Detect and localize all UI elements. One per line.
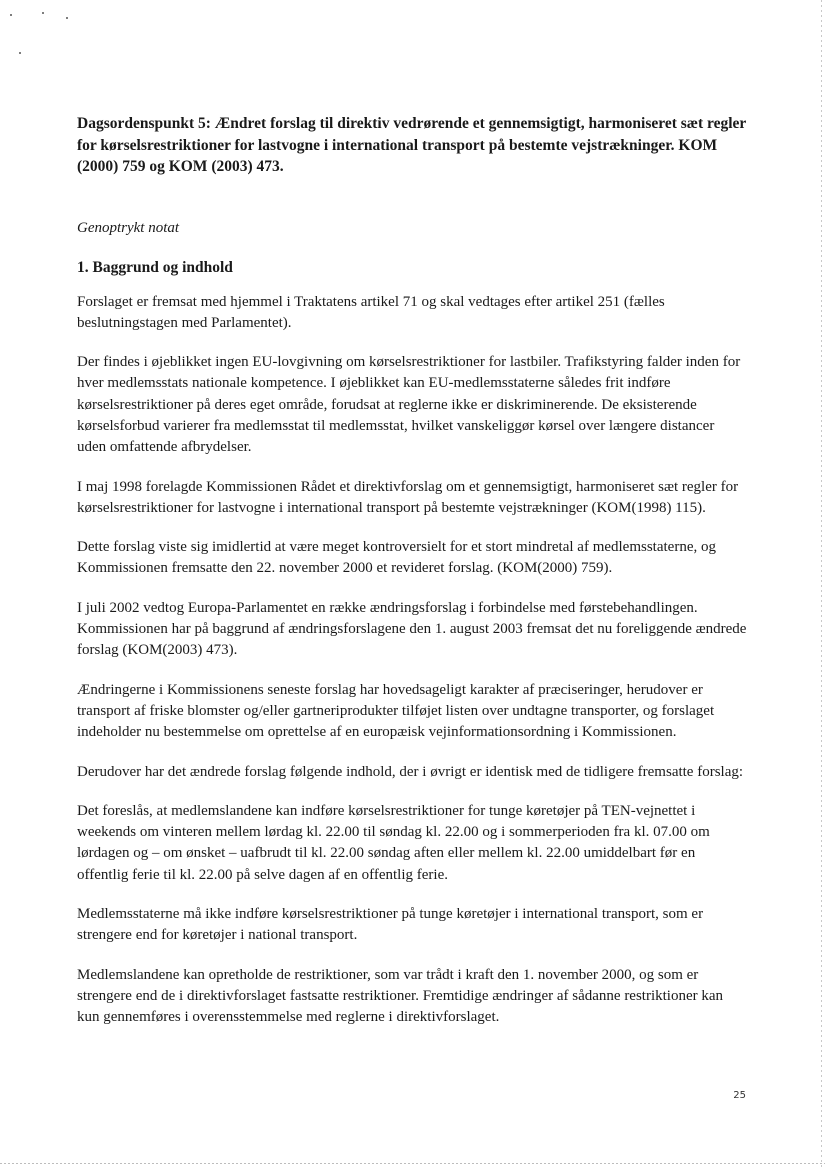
paragraph: Dette forslag viste sig imidlertid at være meget kontroversielt for et stort mindretal af medlemsstaterne, og Kommissionen fremsatte den 22. november 2000 et revideret forslag. (KOM(2000) 759). xyxy=(77,539,716,577)
scan-speck xyxy=(66,17,68,19)
page-number: 25 xyxy=(733,1090,746,1101)
paragraph: I maj 1998 forelagde Kommissionen Rådet et direktivforslag om et gennemsigtigt, harmoniseret sæt regler for kørselsrestriktioner for lastvogne i international transport på bestemte vejstrækninger (KOM(1998) 115). xyxy=(77,478,739,516)
paragraph: Medlemsstaterne må ikke indføre kørselsrestriktioner på tunge køretøjer i international transport, som er strengere end for køretøjer i national transport. xyxy=(77,906,704,944)
scan-speck xyxy=(42,12,44,14)
document-subtitle: Genoptrykt notat xyxy=(77,219,180,236)
scan-speck xyxy=(10,14,12,16)
document-title: Dagsordenspunkt 5: Ændret forslag til direktiv vedrørende et gennemsigtigt, harmoniseret sæt regler for kørselsrestriktioner for lastvogne i international transport på bestemte vejstrækninger. KOM (2000) 759 og KOM (2003) 473. xyxy=(77,115,747,175)
paragraph: I juli 2002 vedtog Europa-Parlamentet en række ændringsforslag i forbindelse med førstebehandlingen. Kommissionen har på baggrund af ændringsforslagene den 1. august 2003 fremsat det nu foreliggende ændrede forslag (KOM(2003) 473). xyxy=(77,599,747,659)
paragraph: Medlemslandene kan opretholde de restriktioner, som var trådt i kraft den 1. november 2000, og som er strengere end de i direktivforslaget fastsatte restriktioner. Fremtidige ændringer af sådanne restriktioner kan kun gennemføres i overensstemmelse med reglerne i direktivforslaget. xyxy=(77,966,724,1026)
document-body xyxy=(77,113,747,1029)
scan-edge-right xyxy=(821,0,822,1167)
paragraph: Ændringerne i Kommissionens seneste forslag har hovedsageligt karakter af præciseringer, herudover er transport af friske blomster og/eller gartneriprodukter tilføjet listen over undtagne transporter, og forslaget indeholder nu bestemmelse om oprettelse af en europæisk vejinformationsordning i Kommissionen. xyxy=(77,681,715,741)
section-heading: 1. Baggrund og indhold xyxy=(77,258,233,276)
paragraph: Der findes i øjeblikket ingen EU-lovgivning om kørselsrestriktioner for lastbiler. Trafikstyring falder inden for hver medlemsstats nationale kompetence. I øjeblikket kan EU-medlemsstaterne således frit indføre kørselsrestriktioner på deres eget område, forudsat at reglerne ikke er diskriminerende. De eksisterende kørselsforbud varierer fra medlemsstat til medlemsstat, hvilket vanskeliggør kørsel over længere distancer uden omfattende afbrydelser. xyxy=(77,354,741,456)
paragraph: Derudover har det ændrede forslag følgende indhold, der i øvrigt er identisk med de tidligere fremsatte forslag: xyxy=(77,763,744,780)
paragraph: Forslaget er fremsat med hjemmel i Traktatens artikel 71 og skal vedtages efter artikel 251 (fælles beslutningstagen med Parlamentet). xyxy=(77,293,665,331)
paragraph: Det foreslås, at medlemslandene kan indføre kørselsrestriktioner for tunge køretøjer på TEN-vejnettet i weekends om vinteren mellem lørdag kl. 22.00 til søndag kl. 22.00 og i sommerperioden fra kl. 07.00 om lørdagen og – om ønsket – uafbrudt til kl. 22.00 søndag aften eller mellem kl. 22.00 umiddelbart før en offentlig ferie til kl. 22.00 på selve dagen af en offentlig ferie. xyxy=(77,802,710,883)
scan-speck xyxy=(19,52,21,54)
scan-edge-bottom xyxy=(0,1163,825,1164)
